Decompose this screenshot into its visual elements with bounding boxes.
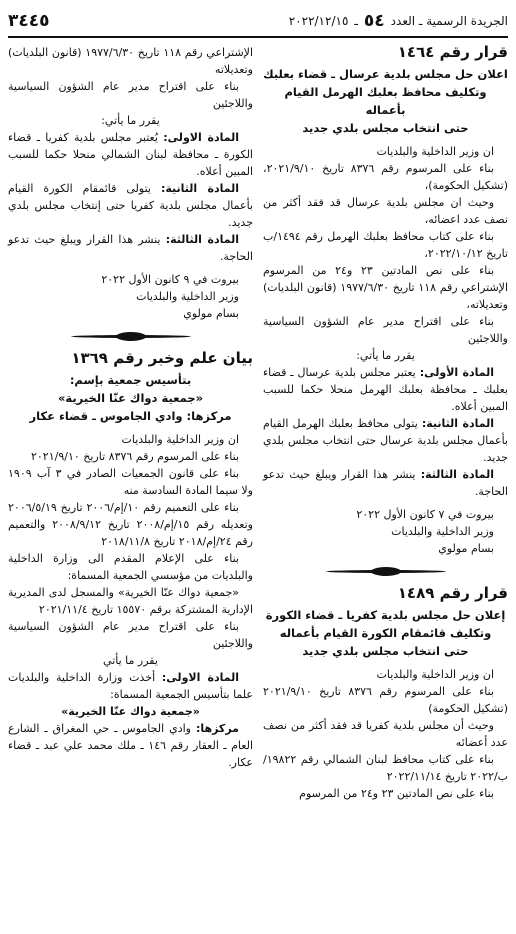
notice-paragraph: ان وزير الداخلية والبلديات <box>121 433 239 446</box>
decision1-paragraph: بناء على اقتراح مدير عام الشؤون السياسية واللاجئين <box>263 315 508 345</box>
header-issue-number: ٥٤ <box>363 11 385 31</box>
decision1-title: قرار رقم ١٤٦٤ <box>397 43 508 61</box>
decision1-article <box>263 466 508 500</box>
header-date: ٢٠٢٢/١٢/١٥ <box>288 14 349 28</box>
hq-text: وادي الجاموس ـ حي المغراق ـ الشارع العام ـ العقار رقم ١٤٦ ـ ملك محمد علي عبد ـ قضاء عكار. <box>8 722 254 769</box>
hq-label: مركزها: <box>195 722 239 735</box>
article-text: يتولى محافظ بعلبك الهرمل القيام بأعمال مجلس بلدية عرسال حتى انتخاب مجلس بلدي جديد. <box>263 417 508 464</box>
decision1-paragraph: وحيث ان مجلس بلدية عرسال قد فقد أكثر من نصف عدد اعضائه، <box>263 196 508 226</box>
cont-paragraph: الإشتراعي رقم ١١٨ تاريخ ١٩٧٧/٦/٣٠ (قانون البلديات) وتعديلاته <box>8 46 254 76</box>
section-divider <box>8 330 253 342</box>
decision1-sign-line: وزير الداخلية والبلديات <box>391 525 494 538</box>
article-label: المادة الثالثة: <box>165 233 239 246</box>
article-text: يعتبر مجلس بلدية عرسال ـ قضاء بعلبك ـ محافظة بعلبك الهرمل منحلا حكما للسبب المبين أعلاه. <box>263 366 508 413</box>
cont-paragraph: بناء على اقتراح مدير عام الشؤون السياسية واللاجئين <box>8 80 253 110</box>
decision1-sign-line: بسام مولوي <box>438 542 494 555</box>
article-text: ينشر هذا القرار ويبلغ حيث تدعو الحاجة. <box>263 468 508 498</box>
cont-sign-line: وزير الداخلية والبلديات <box>136 290 239 303</box>
decision1-paragraph: بناء على نص المادتين ٢٣ و٢٤ من المرسوم الإشتراعي رقم ١١٨ تاريخ ١٩٧٧/٦/٣٠ (قانون البلديات) وتعديلاته، <box>263 264 509 311</box>
decision1-paragraph: بناء على كتاب محافظ بعلبك الهرمل رقم ١٤٩٤/ب تاريخ ٢٠٢٢/١٠/١٢، <box>263 230 508 260</box>
cont-article <box>8 180 253 231</box>
article-text: يتولى قائمقام الكورة القيام بأعمال مجلس بلدية كفريا حتى إنتخاب مجلس بلدي جديد. <box>8 182 253 229</box>
cont-sign-line: بسام مولوي <box>183 307 239 320</box>
notice-decides: يقرر ما يأتي <box>103 654 158 667</box>
article-text: يُعتبر مجلس بلدية كفريا ـ قضاء الكورة ـ محافظة لبنان الشمالي منحلا حكما للسبب المبين أعلاه. <box>8 131 253 178</box>
article-label: المادة الأولى: <box>419 366 495 379</box>
notice-paragraph: بناء على اقتراح مدير عام الشؤون السياسية واللاجئين <box>8 620 253 650</box>
two-column-body <box>8 44 508 802</box>
notice-center: مركزها: وادي الجاموس ـ قضاء عكار <box>29 409 232 423</box>
notice-paragraph: بناء على قانون الجمعيات الصادر في ٣ آب ١٩٠٩ ولا سيما المادة السادسة منه <box>8 467 253 497</box>
notice-association-name-2: «جمعية دواك عنّا الخيرية» <box>61 705 200 718</box>
header-issue-info: الجريدة الرسمية ـ العدد ٥٤ ـ ٢٠٢٢/١٢/١٥ <box>288 11 508 31</box>
header-rule <box>8 36 508 38</box>
decision2-paragraph: ان وزير الداخلية والبلديات <box>376 668 494 681</box>
notice-heading: بتأسيس جمعية بإسم: <box>69 373 192 387</box>
decision1-article <box>263 415 508 466</box>
decision2-heading-line: وتكليف قائمقام الكورة القيام بأعماله <box>279 626 492 640</box>
article-label: المادة الاولى: <box>161 671 239 684</box>
section-divider <box>263 565 508 577</box>
notice-association-name: «جمعية دواك عنّا الخيرية» <box>57 391 204 405</box>
cont-article <box>8 231 253 265</box>
decision1-heading-line: وتكليف محافظ بعلبك الهرمل القيام بأعماله <box>284 85 487 117</box>
decision2-paragraph: بناء على المرسوم رقم ٨٣٧٦ تاريخ ٢٠٢١/٩/١٠ (تشكيل الحكومة) <box>263 685 508 715</box>
header-page-number: ٣٤٤٥ <box>8 11 50 31</box>
decision1-heading-line: حتى انتخاب مجلس بلدي جديد <box>302 121 469 135</box>
notice-paragraph: بناء على التعميم رقم ١٠/إم/٢٠٠٦ تاريخ ٢٠٠٦/٥/١٩ وتعديله رقم ١٥/إم/٢٠٠٨ تاريخ ٢٠٠٨/٩/١٢ والتعميم رقم ٢٤/إم/٢٠١٨ تاريخ ٢٠١٨/١١/٨ <box>8 501 253 548</box>
left-column <box>8 44 253 802</box>
article-label: المادة الثانية: <box>421 417 494 430</box>
decision1-sign-line: بيروت في ٧ كانون الأول ٢٠٢٢ <box>356 508 494 521</box>
notice-title: بيان علم وخبر رقم ١٣٦٩ <box>71 349 253 367</box>
cont-decides: يقرر ما يأتي: <box>101 114 160 127</box>
article-text: ينشر هذا القرار ويبلغ حيث تدعو الحاجة. <box>8 233 253 263</box>
article-label: المادة الاولى: <box>163 131 239 144</box>
article-label: المادة الثالثة: <box>420 468 494 481</box>
decision2-paragraph: وحيث أن مجلس بلدية كفريا قد فقد أكثر من نصف عدد أعضائه <box>263 719 508 749</box>
article-text: أخذت وزارة الداخلية والبلديات علما بتأسيس الجمعية المسماة: <box>8 671 253 701</box>
header-gazette-name: الجريدة الرسمية ـ العدد <box>390 14 508 28</box>
decision2-title: قرار رقم ١٤٨٩ <box>397 584 508 602</box>
decision2-heading-line: إعلان حل مجلس بلدية كفريا ـ قضاء الكورة <box>265 608 506 622</box>
decision2-heading-line: حتى انتخاب مجلس بلدي جديد <box>302 644 469 658</box>
notice-paragraph: بناء على المرسوم رقم ٨٣٧٦ تاريخ ٢٠٢١/٩/١٠ <box>30 450 239 463</box>
cont-sign-line: بيروت في ٩ كانون الأول ٢٠٢٢ <box>101 273 239 286</box>
right-column <box>263 44 508 802</box>
decision2-paragraph: بناء على نص المادتين ٢٣ و٢٤ من المرسوم <box>299 787 494 800</box>
notice-article <box>8 669 253 703</box>
notice-paragraph: «جمعية دواك عنّا الخيرية» والمسجل لدى المديرية الإدارية المشتركة برقم ١٥٥٧٠ تاريخ ٢٠٢١/١١/٤ <box>8 586 253 616</box>
decision1-article <box>263 364 508 415</box>
decision1-decides: يقرر ما يأتي: <box>356 349 415 362</box>
decision1-paragraph: ان وزير الداخلية والبلديات <box>376 145 494 158</box>
cont-article <box>8 129 253 180</box>
decision1-paragraph: بناء على المرسوم رقم ٨٣٧٦ تاريخ ٢٠٢١/٩/١٠، (تشكيل الحكومة)، <box>263 162 508 192</box>
article-label: المادة الثانية: <box>160 182 239 195</box>
notice-hq <box>8 720 253 771</box>
notice-paragraph: بناء على الإعلام المقدم الى وزارة الداخلية والبلديات من مؤسسي الجمعية المسماة: <box>8 552 253 582</box>
decision1-heading-line: اعلان حل مجلس بلدية عرسال ـ قضاء بعلبك <box>263 67 508 81</box>
decision2-paragraph: بناء على كتاب محافظ لبنان الشمالي رقم ١٩٨٢٢/ب/٢٠٢٢ تاريخ ٢٠٢٢/١١/١٤ <box>263 753 508 783</box>
page-header <box>8 6 508 36</box>
